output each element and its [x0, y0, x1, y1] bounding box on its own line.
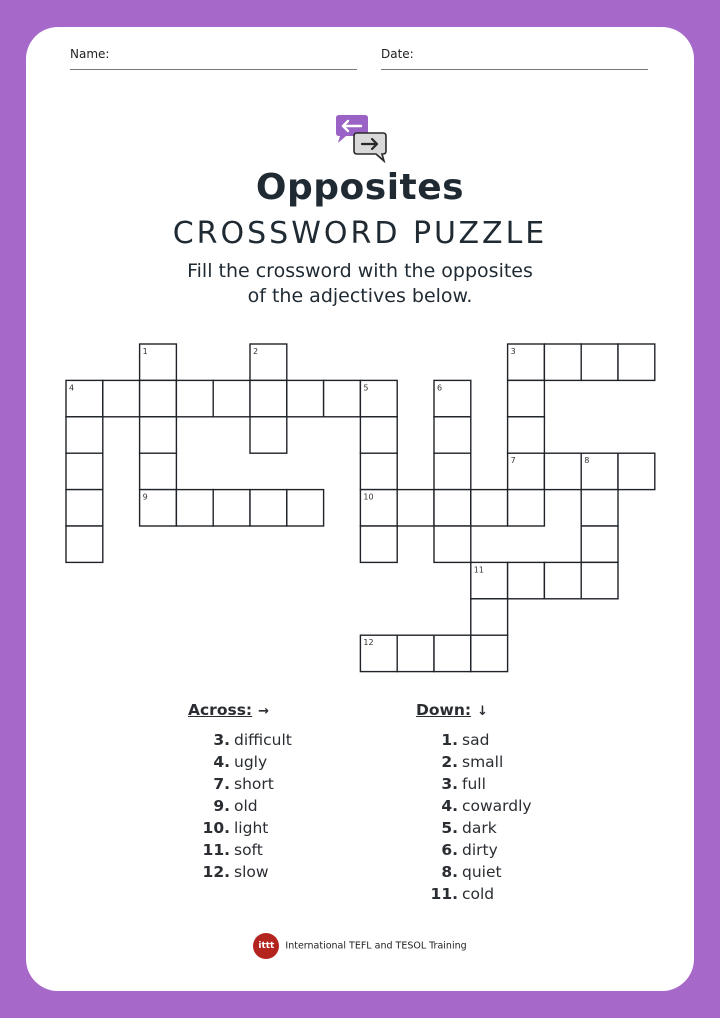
- worksheet-page: [26, 27, 694, 991]
- clue-number: 11.: [202, 841, 230, 859]
- crossword-cell[interactable]: [360, 417, 397, 453]
- clue-item: [416, 861, 532, 883]
- cell-number: 6: [437, 383, 443, 393]
- crossword-cell[interactable]: [434, 635, 471, 671]
- clue-item: [188, 729, 292, 751]
- clue-number: 7.: [213, 775, 230, 793]
- clue-item: [188, 751, 292, 773]
- crossword-cell[interactable]: [471, 599, 508, 635]
- crossword-cell[interactable]: [434, 453, 471, 489]
- ittt-logo: ittt: [253, 933, 279, 959]
- name-label: Name:: [70, 47, 110, 61]
- clue-text: cold: [462, 885, 495, 903]
- date-label: Date:: [381, 47, 414, 61]
- crossword-cell[interactable]: [66, 417, 103, 453]
- crossword-cell[interactable]: [544, 344, 581, 380]
- clue-text: short: [234, 775, 274, 793]
- down-heading: [416, 699, 532, 723]
- crossword-cell[interactable]: [434, 490, 471, 526]
- clue-item: [188, 773, 292, 795]
- crossword-cell[interactable]: [140, 380, 177, 416]
- footer-text: International TEFL and TESOL Training: [285, 940, 467, 952]
- cell-number: 3: [510, 347, 516, 356]
- crossword-cell[interactable]: [434, 417, 471, 453]
- crossword-cell[interactable]: [213, 490, 250, 526]
- crossword-cell[interactable]: [66, 526, 103, 562]
- instructions-line-1: Fill the crossword with the opposites: [187, 260, 533, 282]
- clue-text: small: [462, 753, 504, 771]
- clue-text: dark: [462, 819, 497, 837]
- cell-number: 9: [142, 492, 148, 502]
- clue-number: 1.: [441, 731, 458, 749]
- crossword-cell[interactable]: [544, 562, 581, 598]
- clue-text: cowardly: [462, 797, 532, 815]
- clue-text: quiet: [462, 863, 502, 881]
- across-heading: [188, 699, 292, 723]
- crossword-cell[interactable]: [324, 380, 361, 416]
- clue-number: 12.: [202, 863, 230, 881]
- clue-item: [416, 751, 532, 773]
- clue-number: 3.: [441, 775, 458, 793]
- cell-number: 10: [363, 492, 374, 502]
- clue-item: [188, 817, 292, 839]
- crossword-cell[interactable]: [360, 526, 397, 562]
- arrow-right-icon: →: [258, 704, 270, 719]
- cell-number: 7: [510, 456, 516, 466]
- arrow-down-icon: ↓: [477, 704, 488, 719]
- clue-text: sad: [462, 731, 490, 749]
- clue-number: 11.: [430, 885, 458, 903]
- crossword-cell[interactable]: [508, 562, 545, 598]
- crossword-cell[interactable]: [287, 490, 324, 526]
- crossword-cell[interactable]: [508, 380, 545, 416]
- clue-text: light: [234, 819, 269, 837]
- clue-number: 5.: [441, 819, 458, 837]
- crossword-cell[interactable]: [397, 635, 434, 671]
- down-heading-label: Down:: [416, 701, 472, 719]
- clue-number: 10.: [202, 819, 230, 837]
- clue-number: 2.: [441, 753, 458, 771]
- crossword-cell[interactable]: [176, 490, 213, 526]
- page-title: Opposites: [255, 167, 465, 208]
- crossword-cell[interactable]: [140, 453, 177, 489]
- clue-text: ugly: [234, 753, 268, 771]
- clue-number: 8.: [441, 863, 458, 881]
- clue-item: [416, 883, 532, 905]
- clue-item: [416, 729, 532, 751]
- clue-item: [416, 839, 532, 861]
- crossword-cell[interactable]: [618, 344, 655, 380]
- crossword-cell[interactable]: [544, 453, 581, 489]
- across-heading-label: Across:: [188, 701, 253, 719]
- cell-number: 4: [69, 383, 75, 393]
- cell-number: 5: [363, 383, 369, 393]
- crossword-cell[interactable]: [66, 490, 103, 526]
- clue-number: 4.: [213, 753, 230, 771]
- clue-text: slow: [234, 863, 269, 881]
- clue-item: [188, 795, 292, 817]
- crossword-cell[interactable]: [434, 526, 471, 562]
- across-clues: [188, 699, 292, 883]
- crossword-cell[interactable]: [140, 417, 177, 453]
- cell-number: 8: [584, 456, 590, 466]
- crossword-cell[interactable]: [508, 417, 545, 453]
- crossword-cell[interactable]: [250, 380, 287, 416]
- crossword-cell[interactable]: [581, 526, 618, 562]
- crossword-cell[interactable]: [581, 344, 618, 380]
- cell-number: 2: [253, 347, 259, 356]
- crossword-cell[interactable]: [66, 453, 103, 489]
- crossword-cell[interactable]: [471, 490, 508, 526]
- crossword-cell[interactable]: [213, 380, 250, 416]
- clue-item: [188, 839, 292, 861]
- crossword-cell[interactable]: [103, 380, 140, 416]
- clue-number: 9.: [213, 797, 230, 815]
- crossword-cell[interactable]: [287, 380, 324, 416]
- crossword-cell[interactable]: [618, 453, 655, 489]
- crossword-grid: [26, 27, 694, 991]
- clue-number: 6.: [441, 841, 458, 859]
- crossword-cell[interactable]: [176, 380, 213, 416]
- crossword-cell[interactable]: [360, 453, 397, 489]
- crossword-cell[interactable]: [397, 490, 434, 526]
- cell-number: 11: [473, 565, 484, 575]
- clue-number: 3.: [213, 731, 230, 749]
- clue-item: [416, 773, 532, 795]
- crossword-cell[interactable]: [250, 490, 287, 526]
- clue-number: 4.: [441, 797, 458, 815]
- clue-text: dirty: [462, 841, 498, 859]
- cell-number: 12: [363, 638, 374, 648]
- clue-text: difficult: [234, 731, 292, 749]
- clue-item: [416, 795, 532, 817]
- page-subtitle: CROSSWORD PUZZLE: [172, 216, 548, 251]
- instructions-line-2: of the adjectives below.: [247, 285, 473, 307]
- footer: [26, 933, 694, 959]
- clue-item: [188, 861, 292, 883]
- crossword-cell[interactable]: [471, 635, 508, 671]
- clue-text: full: [462, 775, 486, 793]
- cell-number: 1: [142, 347, 148, 356]
- clue-text: soft: [234, 841, 263, 859]
- crossword-cell[interactable]: [581, 490, 618, 526]
- clue-text: old: [234, 797, 258, 815]
- down-clues: [416, 699, 532, 905]
- crossword-cell[interactable]: [508, 490, 545, 526]
- crossword-cell[interactable]: [581, 562, 618, 598]
- crossword-cell[interactable]: [250, 417, 287, 453]
- clue-item: [416, 817, 532, 839]
